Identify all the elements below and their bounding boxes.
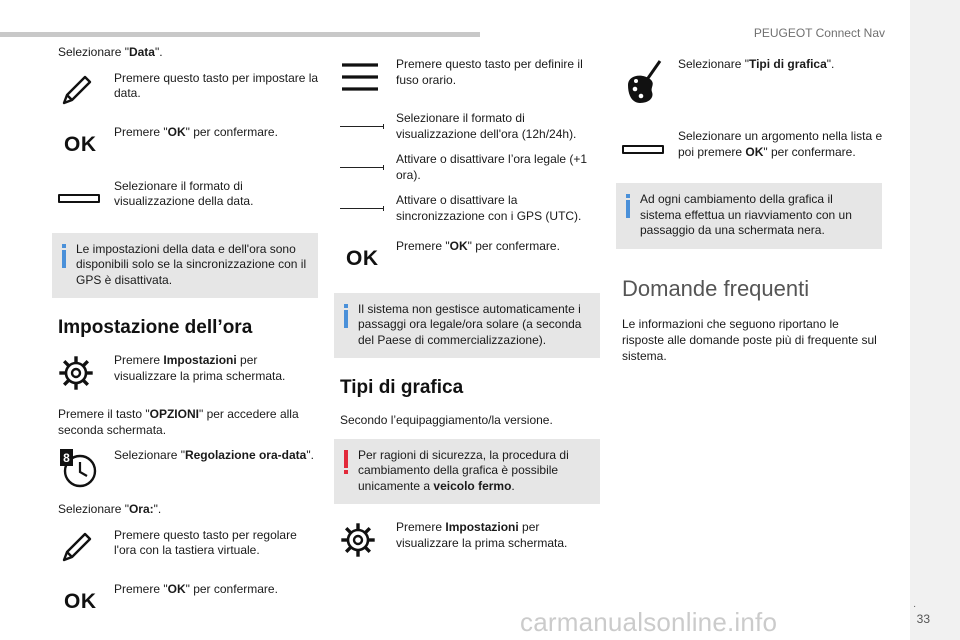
header-rule <box>0 32 480 37</box>
edit-date-text: Premere questo tasto per impostare la data. <box>114 70 319 101</box>
faq-text: Le informazioni che seguono riportano le risposte alle domande poste più di frequente sul sistema. <box>622 317 877 363</box>
pencil-icon[interactable] <box>58 528 108 568</box>
choose-topic-text: Selezionare un argomento nella lista e poi premere OK" per confermare. <box>678 129 883 159</box>
options-text: Premere il tasto "OPZIONI" per accedere alla seconda schermata. <box>58 407 299 437</box>
time-date-regulation-text: Selezionare "Regolazione ora-data". <box>114 448 314 463</box>
warning-icon <box>340 448 352 495</box>
step-gps-sync <box>340 193 602 224</box>
clock-badge: 8 <box>63 451 70 466</box>
format-date-text: Selezionare il formato di visualizzazione della data. <box>114 178 254 209</box>
column-2 <box>340 57 602 574</box>
step-edit-time <box>58 528 320 568</box>
column-1 <box>58 45 320 636</box>
gps-sync-text: Attivare o disattivare la sincronizzazione con i GPS (UTC). <box>396 193 582 223</box>
settings-text: Premere Impostazioni per visualizzare la prima schermata. <box>396 520 568 550</box>
timezone-text: Premere questo tasto per definire il fuso orario. <box>396 57 583 87</box>
settings-text: Premere Impostazioni per visualizzare la prima schermata. <box>114 353 286 383</box>
info-icon <box>340 302 352 349</box>
section-heading-faq: Domande frequenti <box>622 275 810 301</box>
page-number: 33 <box>916 612 930 626</box>
section-heading-time: Impostazione dell’ora <box>58 317 253 339</box>
list-button-icon[interactable] <box>622 145 664 154</box>
page-dots: . <box>913 599 916 610</box>
pencil-icon[interactable] <box>58 71 108 111</box>
step-settings <box>58 353 320 393</box>
info-note-text: Ad ogni cambiamento della grafica il sistema effettua un riavviamento con un passaggio da una schermata nera. <box>640 192 852 238</box>
step-edit-date <box>58 71 320 111</box>
info-note-text: Il sistema non gestisce automaticamente i passaggi ora legale/ora solare (a seconda del Paese di commercializzazione). <box>358 301 582 347</box>
ok-confirm-text: Premere "OK" per confermare. <box>114 124 278 139</box>
step-time-date-regulation <box>58 448 320 488</box>
palette-icon[interactable] <box>622 57 672 107</box>
ok-icon[interactable]: OK <box>64 590 97 614</box>
step-ok-2 <box>58 582 320 622</box>
time-format-toggle-icon[interactable] <box>340 126 384 127</box>
step-dst <box>340 152 602 183</box>
gps-sync-toggle-icon[interactable] <box>340 208 384 209</box>
step-format-date <box>58 179 320 219</box>
dst-toggle-icon[interactable] <box>340 167 384 168</box>
side-rail <box>910 0 960 640</box>
header-title: PEUGEOT Connect Nav <box>753 26 885 40</box>
step-settings <box>340 520 602 560</box>
info-icon <box>622 192 634 239</box>
info-note-text: Le impostazioni della data e dell'ora sono disponibili solo se la sincronizzazione con il GPS è disattivata. <box>76 241 307 287</box>
step-choose-topic <box>622 129 884 169</box>
dst-text: Attivare o disattivare l’ora legale (+1 ora). <box>396 152 588 182</box>
ok-confirm-text: Premere "OK" per confermare. <box>396 238 560 253</box>
time-format-text: Selezionare il formato di visualizzazione dell'ora (12h/24h). <box>396 111 577 141</box>
info-icon <box>58 242 70 289</box>
ok-icon[interactable]: OK <box>346 246 379 270</box>
menu-icon[interactable] <box>340 57 390 97</box>
clock-icon[interactable] <box>58 448 108 488</box>
step-ok-1 <box>58 125 320 165</box>
gear-icon[interactable] <box>58 353 108 393</box>
select-graphics-text: Selezionare "Tipi di grafica". <box>678 57 835 71</box>
edit-time-text: Premere questo tasto per regolare l'ora con la tastiera virtuale. <box>114 527 297 558</box>
ok-confirm-text: Premere "OK" per confermare. <box>114 581 278 596</box>
select-date-text: Selezionare "Data". <box>58 45 163 59</box>
info-note-dst <box>334 293 600 359</box>
ok-icon[interactable]: OK <box>64 132 97 156</box>
watermark: carmanualsonline.info <box>520 607 778 637</box>
section-heading-graphics: Tipi di grafica <box>340 377 464 399</box>
warning-note <box>334 439 600 505</box>
info-note-gps <box>52 233 318 299</box>
warning-text: Per ragioni di sicurezza, la procedura di cambiamento della grafica è possibile unicamente a veicolo fermo. <box>358 447 569 493</box>
column-3 <box>622 57 884 374</box>
step-time-format <box>340 111 602 142</box>
gear-icon[interactable] <box>340 520 390 560</box>
info-note-restart <box>616 183 882 249</box>
step-timezone <box>340 57 602 97</box>
step-select-graphics <box>622 57 884 107</box>
step-ok <box>340 239 602 279</box>
format-button-icon[interactable] <box>58 194 100 203</box>
equipment-text: Secondo l’equipaggiamento/la versione. <box>340 413 553 428</box>
select-time-text: Selezionare "Ora:". <box>58 502 162 517</box>
